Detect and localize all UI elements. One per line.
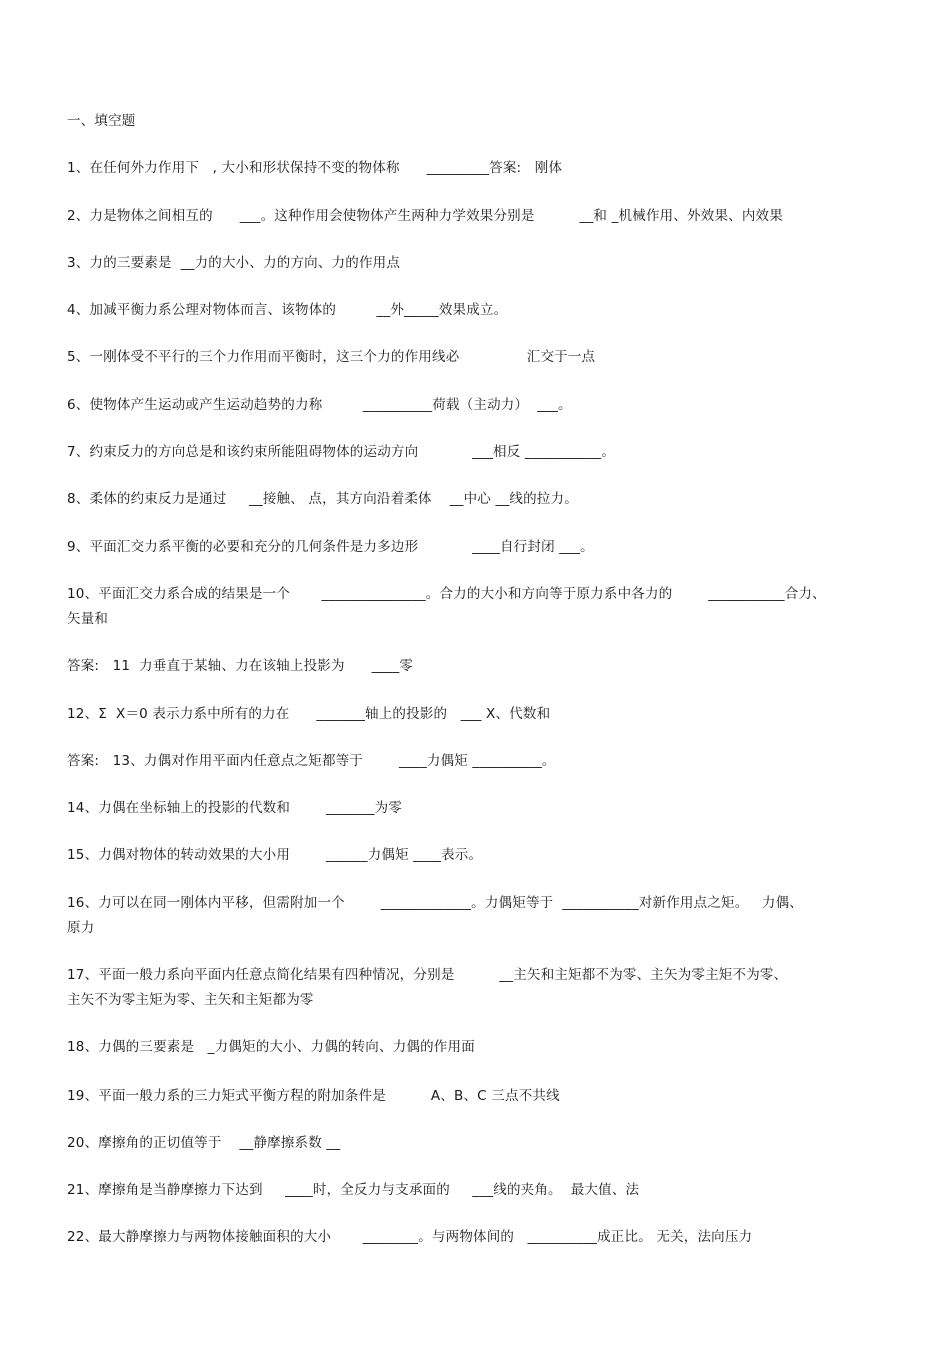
- question-21: 21、摩擦角是当静摩擦力下达到 ____时，全反力与支承面的 ___线的夹角。 最大值、法: [67, 1182, 640, 1198]
- question-2: 2、力是物体之间相互的 ___。这种作用会使物体产生两种力学效果分别是 __和 _机械作用、外效果、内效果: [67, 208, 783, 224]
- question-6: 6、使物体产生运动或产生运动趋势的力称 __________荷载（主动力） ___。: [67, 397, 572, 413]
- question-18: 18、力偶的三要素是 _力偶矩的大小、力偶的转向、力偶的作用面: [67, 1039, 475, 1055]
- question-13: 答案: 13、力偶对作用平面内任意点之矩都等于 ____力偶矩 __________。: [67, 753, 556, 769]
- question-16-line-1: 16、力可以在同一刚体内平移，但需附加一个 _____________。力偶矩等于 ___________对新作用点之矩。 力偶、: [67, 895, 803, 911]
- question-11: 答案: 11 力垂直于某轴、力在该轴上投影为 ____零: [67, 658, 414, 674]
- question-17-line-2: 主矢不为零主矩为零、主矢和主矩都为零: [67, 992, 314, 1008]
- question-8: 8、柔体的约束反力是通过 __接触、 点，其方向沿着柔体 __中心 __线的拉力。: [67, 491, 578, 507]
- question-16-line-2: 原力: [67, 920, 95, 936]
- question-1: 1、在任何外力作用下 , 大小和形状保持不变的物体称 _________答案: 刚体: [67, 160, 563, 176]
- question-19: 19、平面一般力系的三力矩式平衡方程的附加条件是 A、B、C 三点不共线: [67, 1088, 560, 1104]
- section-title: 一、填空题: [67, 113, 136, 129]
- question-10-line-2: 矢量和: [67, 611, 109, 627]
- question-7: 7、约束反力的方向总是和该约束所能阻碍物体的运动方向 ___相反 ___________。: [67, 444, 616, 460]
- question-5: 5、一刚体受不平行的三个力作用而平衡时，这三个力的作用线必 汇交于一点: [67, 349, 596, 365]
- question-12: 12、Σ X＝0 表示力系中所有的力在 _______轴上的投影的 ___ X、代数和: [67, 706, 551, 722]
- question-20: 20、摩擦角的正切值等于 __静摩擦系数 __: [67, 1135, 341, 1151]
- question-14: 14、力偶在坐标轴上的投影的代数和 _______为零: [67, 800, 403, 816]
- question-17-line-1: 17、平面一般力系向平面内任意点简化结果有四种情况，分别是 __主矢和主矩都不为零、主矢为零主矩不为零、: [67, 967, 788, 983]
- question-4: 4、加减平衡力系公理对物体而言、该物体的 __外_____效果成立。: [67, 302, 508, 318]
- question-22: 22、最大静摩擦力与两物体接触面积的大小 ________。与两物体间的 __________成正比。 无关，法向压力: [67, 1229, 753, 1245]
- question-10-line-1: 10、平面汇交力系合成的结果是一个 _______________。合力的大小和方向等于原力系中各力的 ___________合力、: [67, 586, 826, 602]
- question-3: 3、力的三要素是 __力的大小、力的方向、力的作用点: [67, 255, 401, 271]
- question-15: 15、力偶对物体的转动效果的大小用 ______力偶矩 ____表示。: [67, 847, 483, 863]
- question-9: 9、平面汇交力系平衡的必要和充分的几何条件是力多边形 ____自行封闭 ___。: [67, 539, 594, 555]
